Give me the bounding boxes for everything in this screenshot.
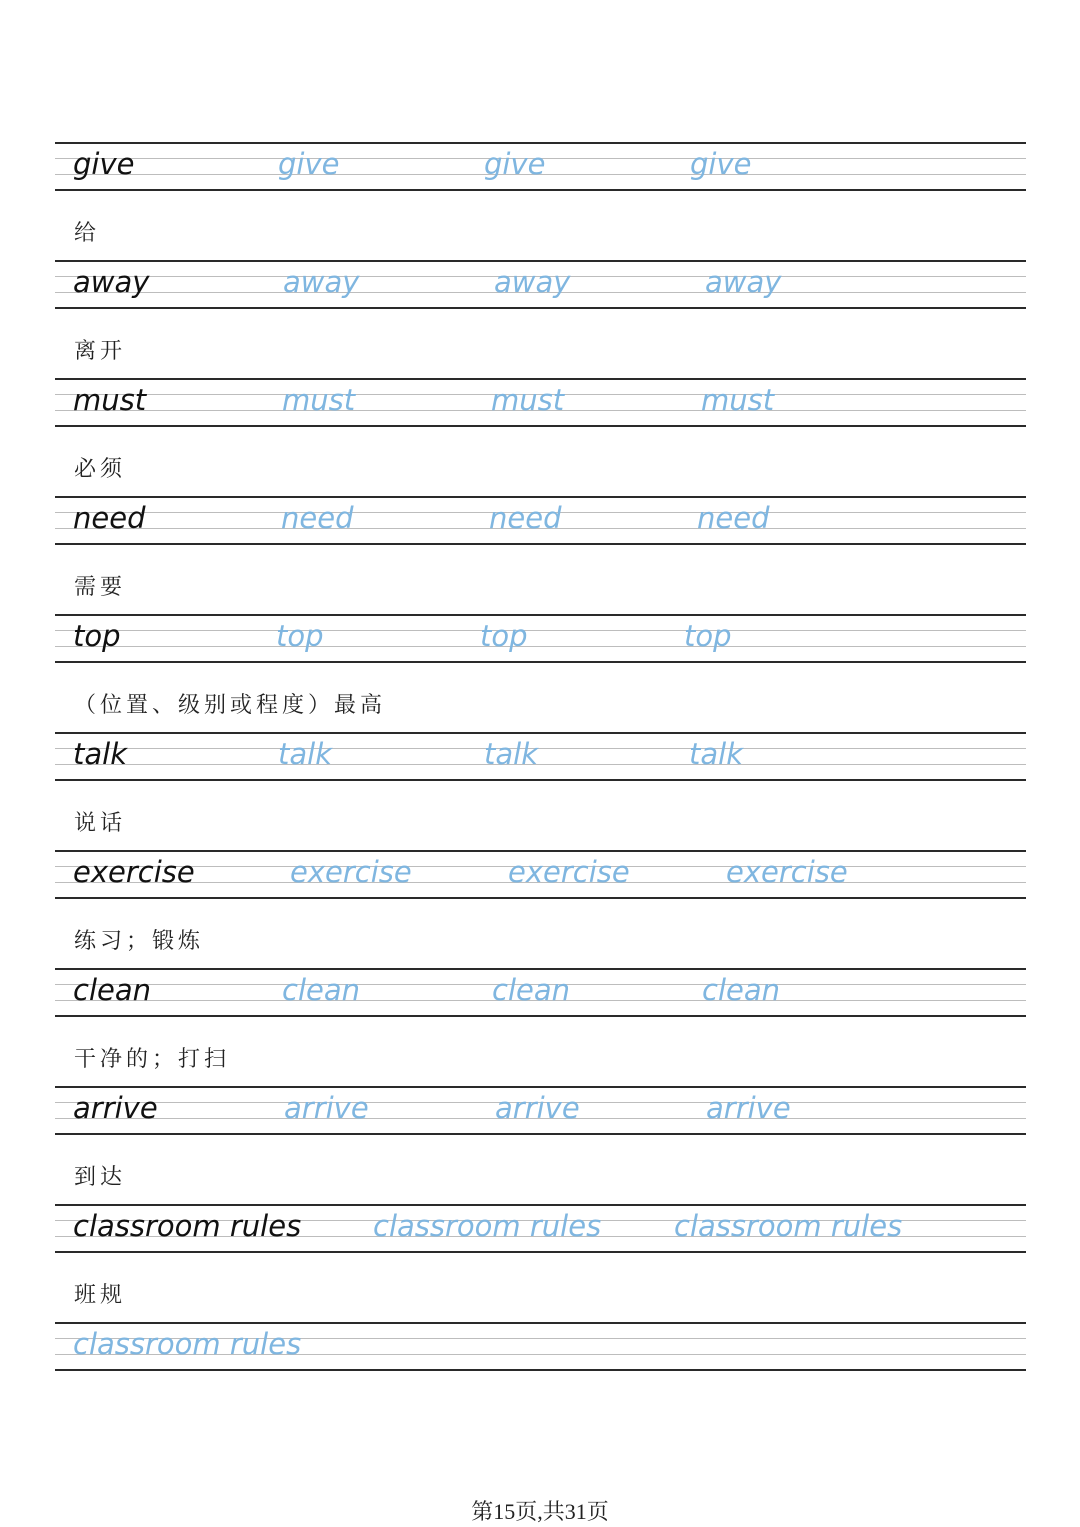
guide-row-need [55,496,1026,544]
guide-row-top [55,614,1026,662]
meaning-text: 说话 [74,811,127,836]
trace-word: must [282,383,356,417]
trace-word: classroom rules [373,1209,602,1243]
vocab-word: clean [73,973,151,1007]
trace-word: clean [492,973,570,1007]
trace-word: talk [689,737,743,771]
trace-word: away [283,265,360,299]
guide-row-talk [55,732,1026,780]
trace-word: top [684,619,732,653]
guide-row-exercise [55,850,1026,898]
trace-word: away [705,265,782,299]
meaning-text: 给 [74,221,101,246]
vocab-word: must [73,383,147,417]
trace-word: arrive [706,1091,791,1125]
trace-word: need [281,501,354,535]
trace-word: clean [282,973,360,1007]
vocab-word: talk [73,737,127,771]
trace-word: exercise [726,855,848,889]
guide-row-give [55,142,1026,190]
meaning-text: 干净的；打扫 [74,1047,231,1072]
meaning-text: 练习；锻炼 [74,929,205,954]
trace-word: clean [702,973,780,1007]
page-number: 第15页,共31页 [471,1499,609,1524]
vocab-word: arrive [73,1091,158,1125]
trace-word: talk [278,737,332,771]
meaning-text: 需要 [74,575,127,600]
meaning-text: （位置、级别或程度）最高 [74,693,387,718]
vocab-word: exercise [73,855,195,889]
trace-word: give [484,147,546,181]
guide-row-away [55,260,1026,308]
trace-word: classroom rules [674,1209,903,1243]
guide-row-must [55,378,1026,426]
guide-row-clean [55,968,1026,1016]
vocab-word: give [73,147,135,181]
trace-word: must [491,383,565,417]
vocab-word: top [73,619,121,653]
trace-word: top [276,619,324,653]
trace-word: need [489,501,562,535]
guide-row-trace-only [55,1322,1026,1370]
guide-row-classroom-rules [55,1204,1026,1252]
trace-word: give [278,147,340,181]
trace-word: must [701,383,775,417]
trace-word: give [690,147,752,181]
trace-word: need [697,501,770,535]
vocab-word: classroom rules [73,1209,302,1243]
meaning-text: 离开 [74,339,127,364]
trace-word: arrive [495,1091,580,1125]
trace-word: talk [484,737,538,771]
trace-word: exercise [508,855,630,889]
meaning-text: 必须 [74,457,127,482]
vocab-word: need [73,501,146,535]
guide-row-arrive [55,1086,1026,1134]
trace-word: top [480,619,528,653]
meaning-text: 到达 [74,1165,127,1190]
meaning-text: 班规 [74,1283,127,1308]
trace-word: exercise [290,855,412,889]
trace-word: away [494,265,571,299]
trace-word: classroom rules [73,1327,302,1361]
vocab-word: away [73,265,150,299]
trace-word: arrive [284,1091,369,1125]
